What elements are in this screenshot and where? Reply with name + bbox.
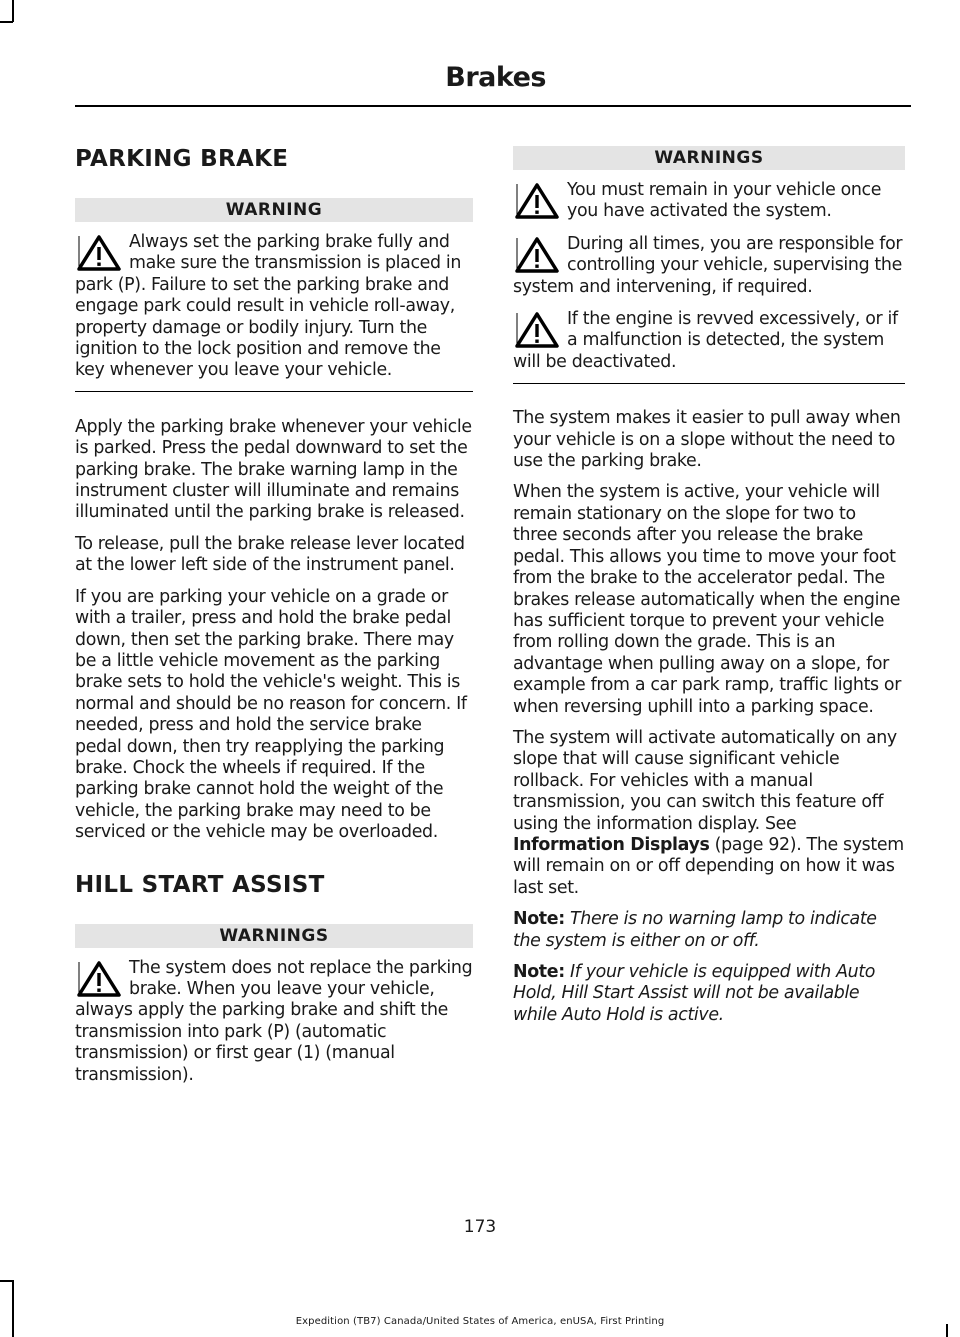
warning-triangle-icon — [75, 234, 123, 272]
note — [513, 909, 905, 952]
header-rule — [75, 105, 911, 107]
crop-mark-top-left-v — [12, 0, 14, 22]
paragraph: When the system is active, your vehicle will remain stationary on the slope for two to three seconds after you release the brake pedal. This allows you time to move your foot from the brake to the accelerator pedal. The brakes release automatically when the engine has sufficient torque to prevent your vehicle from rolling down the grade. This is an advantage when pulling away on a slope, for example from a car park ramp, traffic lights or when reversing uphill into a parking space. — [513, 482, 902, 717]
note — [513, 962, 905, 1026]
warning-text: Always set the parking brake fully and make sure the transmission is placed in park (P). Failure to set the parking brake and engage park could result in vehicle roll-away, property damage or bodily injury. Turn the ignition to the lock position and remove the key whenever you leave your vehicle. — [75, 232, 462, 381]
note-text: If your vehicle is equipped with Auto Hold, Hill Start Assist will not be available while Auto Hold is active. — [513, 962, 876, 1025]
note-label: Note: — [513, 962, 565, 982]
page-header-title: Brakes — [445, 62, 546, 93]
note-label: Note: — [513, 909, 565, 930]
warning-item — [75, 232, 473, 382]
warning-item — [513, 309, 905, 373]
section-title-parking-brake: PARKING BRAKE — [75, 146, 289, 172]
paragraph-info-display — [513, 728, 905, 899]
note-text: There is no warning lamp to indicate the system is either on or off. — [513, 909, 877, 951]
crop-mark-top-left-h — [0, 21, 13, 23]
warning-item — [513, 180, 905, 223]
warnings-banner: WARNINGS — [75, 924, 473, 948]
paragraph: To release, pull the brake release lever located at the lower left side of the instrument panel. — [75, 533, 465, 576]
warning-triangle-icon — [75, 960, 123, 998]
section-title-hill-start-assist: HILL START ASSIST — [75, 871, 325, 898]
page-number: 173 — [463, 1217, 497, 1237]
warnings-banner: WARNINGS — [513, 146, 905, 170]
paragraph: If you are parking your vehicle on a grade or with a trailer, press and hold the brake pedal down, then set the parking brake. There may be a little vehicle movement as the parking brake sets to hold the vehicle's weight. This is normal and should be no reason for concern. If needed, press and hold the service brake pedal down, then try reapplying the parking brake. Chock the wheels if required. If the parking brake cannot hold the weight of the vehicle, the parking brake may need to be serviced or the vehicle may be overloaded. — [75, 586, 467, 843]
warning-banner: WARNING — [75, 198, 473, 222]
paragraph: Apply the parking brake whenever your vehicle is parked. Press the pedal downward to set the parking brake. The brake warning lamp in the instrument cluster will illuminate and remains illuminated until the parking brake is released. — [75, 416, 472, 523]
warning-item — [75, 958, 473, 1086]
warning-item — [513, 234, 905, 298]
left-column — [75, 146, 473, 1086]
warning-triangle-icon — [513, 182, 561, 220]
warning-triangle-icon — [513, 311, 561, 349]
warning-text: If the engine is revved excessively, or if a malfunction is detected, the system will be deactivated. — [513, 309, 898, 372]
warning-text: The system does not replace the parking brake. When you leave your vehicle, always apply the parking brake and shift the transmission into park (P) (automatic transmission) or first gear (1) (manual transmission). — [75, 957, 473, 1085]
warning-text: You must remain in your vehicle once you have activated the system. — [567, 180, 882, 222]
warning-block-parking — [75, 232, 473, 392]
warning-block-hill — [75, 958, 473, 1086]
paragraph: The system makes it easier to pull away when your vehicle is on a slope without the need to use the parking brake. — [513, 408, 901, 472]
warning-block-right — [513, 180, 905, 384]
cross-reference-link[interactable]: Information Displays — [513, 834, 710, 855]
right-column — [513, 146, 905, 1036]
warning-triangle-icon — [513, 236, 561, 274]
crop-mark-bottom-left — [12, 1280, 14, 1337]
crop-mark-bottom-left-h — [0, 1280, 13, 1282]
warning-text: During all times, you are responsible for controlling your vehicle, supervising the system and intervening, if required. — [513, 233, 903, 297]
paragraph-text: (page 92). The system will remain on or off depending on how it was last set. — [513, 834, 904, 898]
paragraph-text: The system will activate automatically on any slope that will cause significant vehicle rollback. For vehicles with a manual transmission, you can switch this feature off using the information display. See — [513, 727, 897, 834]
page-footer: Expedition (TB7) Canada/United States of America, enUSA, First Printing — [295, 1316, 665, 1327]
